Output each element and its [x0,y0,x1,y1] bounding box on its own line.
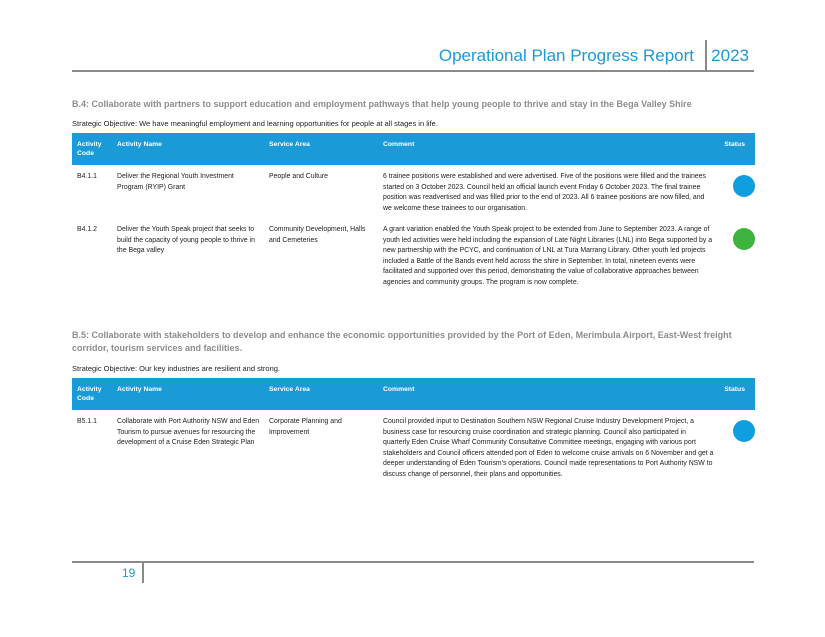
col-activity-code: Activity Code [72,133,112,165]
strategic-objective-b5: Strategic Objective: Our key industries are resilient and strong. [72,364,281,373]
section-heading-b5: B.5: Collaborate with stakeholders to develop and enhance the economic opportunities provided by the Port of Eden, Merimbula Airport, East-West freight corridor, tourism services and facilities. [72,330,732,353]
section-heading-b4: B.4: Collaborate with partners to support education and employment pathways that help young people to thrive and stay in the Bega Valley Shire [72,99,692,109]
col-status: Status [718,378,755,410]
page-header [72,40,754,72]
footer-separator [142,563,144,583]
activity-comment: A grant variation enabled the Youth Speak project to be extended from June to September 2023. A range of youth led activities were held including the expansion of Late Night Libraries (LNL) into Bega supported by a new partnership with the PCYC, and continuation of LNL at Tura Marrang Library. Other youth led projects included a Battle of the Bands event held across the shire in September. In total, nineteen events were facilitated and supported over this period, demonstrating the value of collaborative approaches between agencies and community groups. The program is now complete. [383,226,713,286]
activity-table-b4 [72,133,755,292]
col-service-area: Service Area [264,378,378,410]
status-indicator-icon [733,175,755,197]
col-status: Status [718,133,755,165]
activity-comment: Council provided input to Destination Southern NSW Regional Cruise Industry Development Project, a business case for resourcing cruise coordination and strategic planning. Council also participated in quarterly Eden Cruise Wharf Community Consultative Committee meetings, engaging with various port stakeholders and Council officers attended port of Eden to welcome cruise arrivals on 6 November and get a deeper understanding of Eden Tourism's operations. Council made representations to Port Authority NSW to discuss change of personnel, their plans and opportunities. [383,418,714,478]
status-cell [718,165,755,218]
table-row [72,165,755,218]
footer-divider [72,561,754,563]
activity-comment: 6 trainee positions were established and were advertised. Five of the positions were filled and the trainees started on 3 October 2023. Council held an official launch event Friday 6 October 2023. The final trainee position was readvertised and was filled prior to the end of 2023. All 6 trainee positions are now filled, and we welcome these trainees to our organisation. [383,173,706,212]
status-indicator-icon [733,228,755,250]
table-header-row [72,378,755,410]
activity-code: B4.1.2 [77,226,97,233]
activity-name: Deliver the Youth Speak project that seeks to build the capacity of young people to thrive in the Bega valley [117,226,255,254]
page-number: 19 [122,566,136,580]
status-cell [718,410,755,484]
strategic-objective-b4: Strategic Objective: We have meaningful employment and learning opportunities for people at all stages in life. [72,119,438,128]
table-row [72,410,755,484]
service-area: Corporate Planning and Improvement [269,418,342,436]
activity-name: Deliver the Regional Youth Investment Program (RYIP) Grant [117,173,234,191]
table-header-row [72,133,755,165]
col-activity-name: Activity Name [112,133,264,165]
activity-name: Collaborate with Port Authority NSW and Eden Tourism to pursue avenues for resourcing the development of a Cruise Eden Strategic Plan [117,418,260,446]
activity-code: B5.1.1 [77,418,97,425]
table-row [72,218,755,292]
col-activity-name: Activity Name [112,378,264,410]
col-activity-code: Activity Code [72,378,112,410]
status-cell [718,218,755,292]
report-title: Operational Plan Progress Report [438,46,694,65]
col-comment: Comment [378,378,718,410]
service-area: People and Culture [269,173,328,180]
activity-table-b5 [72,378,755,484]
service-area: Community Development, Halls and Cemeteries [269,226,366,244]
col-service-area: Service Area [264,133,378,165]
header-separator [705,40,707,70]
col-comment: Comment [378,133,718,165]
status-indicator-icon [733,420,755,442]
report-year: 2023 [711,46,749,65]
activity-code: B4.1.1 [77,173,97,180]
